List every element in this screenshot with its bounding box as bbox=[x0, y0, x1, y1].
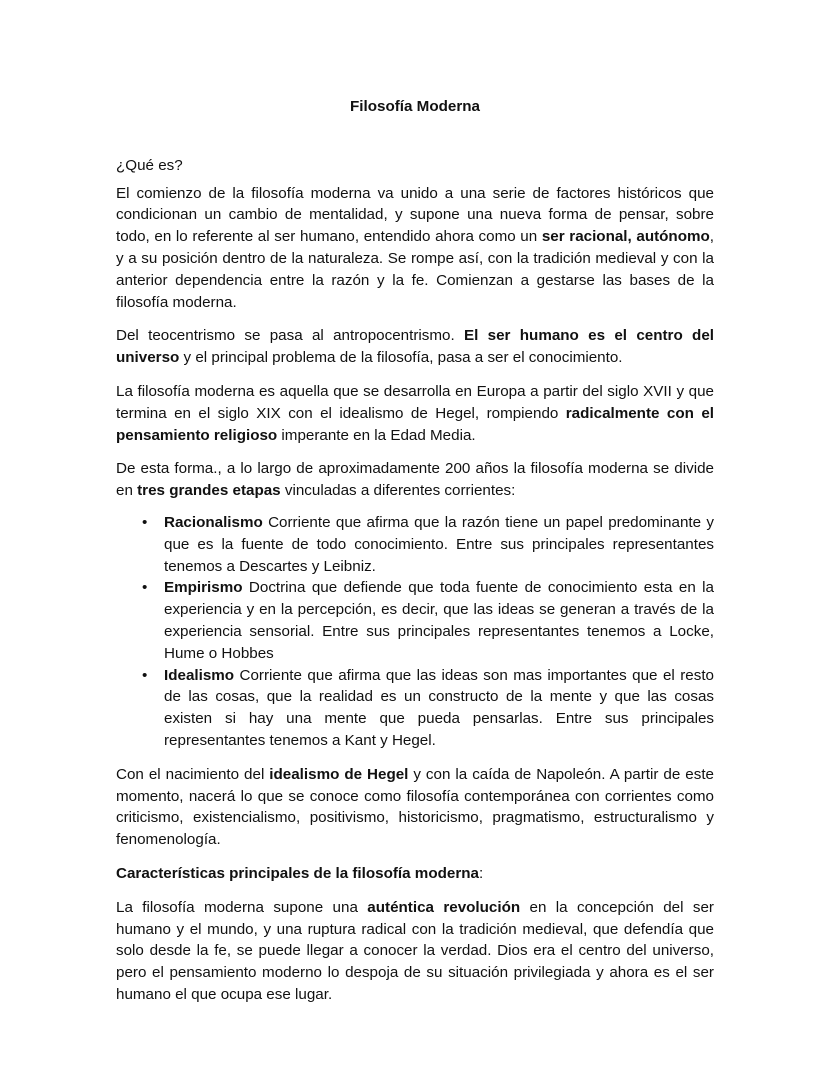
paragraph-antropocentrismo bbox=[116, 325, 714, 369]
list-term: Idealismo bbox=[164, 666, 235, 684]
text-run: La filosofía moderna supone una bbox=[116, 898, 368, 916]
text-run: y el principal problema de la filosofía, pasa a ser el conocimiento. bbox=[179, 349, 623, 367]
list-item-idealismo bbox=[142, 665, 714, 752]
text-run: imperante en la Edad Media. bbox=[277, 426, 476, 444]
paragraph-hegel bbox=[116, 764, 714, 851]
text-run: La filosofía moderna es aquella que se desarrolla en Europa a partir del siglo XVII y que termina en el siglo XIX con el idealismo de Hegel, rompiendo bbox=[116, 382, 714, 422]
list-item-racionalismo bbox=[142, 512, 714, 577]
list-term: Racionalismo bbox=[164, 513, 263, 531]
text-run: : bbox=[478, 864, 484, 882]
paragraph-europa bbox=[116, 381, 714, 446]
list-text: Corriente que afirma que las ideas son mas importantes que el resto de las cosas, que la realidad es un constructo de la mente y que las cosas existen si hay una mente que pueda pensarlas. Entre sus principales representantes tenemos a Kant y Hegel. bbox=[164, 666, 714, 749]
corrientes-list bbox=[116, 512, 714, 752]
paragraph-intro bbox=[116, 183, 714, 314]
text-run: Del teocentrismo se pasa al antropocentrismo. bbox=[116, 327, 464, 345]
bullet-icon: • bbox=[142, 579, 148, 597]
page-title: Filosofía Moderna bbox=[350, 98, 480, 115]
document-page bbox=[116, 96, 714, 1018]
text-run: y con la caída de Napoleón. A partir de este momento, nacerá lo que se conoce como filosofía contemporánea con corrientes como criticismo, existencialismo, positivismo, historicismo, pragmatismo, estructuralismo y fenomenología. bbox=[116, 765, 714, 849]
bold-run: radicalmente con el pensamiento religioso bbox=[116, 404, 714, 444]
list-item-empirismo bbox=[142, 577, 714, 664]
bold-run: Características principales de la filosofía moderna bbox=[116, 864, 479, 882]
text-run: vinculadas a diferentes corrientes: bbox=[280, 482, 516, 500]
list-term: Empirismo bbox=[164, 579, 243, 597]
text-run: en la concepción del ser humano y el mundo, y una ruptura radical con la tradición medieval, que defendía que solo desde la fe, se puede llegar a conocer la verdad. Dios era el centro del universo, pero el pensamiento moderno lo despoja de su situación privilegiada y ahora es el ser humano el que ocupa ese lugar. bbox=[116, 898, 714, 1003]
bullet-icon: • bbox=[142, 513, 148, 531]
bullet-icon: • bbox=[142, 666, 148, 684]
bold-run: ser racional, autónomo bbox=[541, 228, 710, 246]
text-run: , y a su posición dentro de la naturaleza. Se rompe así, con la tradición medieval y con la anterior dependencia entre la razón y la fe. Comienzan a gestarse las bases de la filosofía moderna. bbox=[116, 228, 714, 311]
text-run: El comienzo de la filosofía moderna va unido a una serie de factores históricos que condicionan un cambio de mentalidad, y supone una nueva forma de pensar, sobre todo, en lo referente al ser humano, entendido ahora como un bbox=[116, 184, 714, 246]
section-question: ¿Qué es? bbox=[116, 156, 183, 174]
bold-run: auténtica revolución bbox=[367, 898, 521, 916]
bold-run: tres grandes etapas bbox=[137, 482, 281, 500]
section-heading-caracteristicas bbox=[116, 863, 714, 885]
list-text: Doctrina que defiende que toda fuente de conocimiento esta en la experiencia y en la percepción, es decir, que las ideas se generan a través de la experiencia sensorial. Entre sus principales representantes tenemos a Locke, Hume o Hobbes bbox=[164, 579, 714, 662]
text-run: Con el nacimiento del bbox=[116, 765, 270, 783]
text-run: De esta forma., a lo largo de aproximadamente 200 años la filosofía moderna se divide en bbox=[116, 460, 714, 500]
bold-run: El ser humano es el centro del universo bbox=[116, 327, 715, 367]
list-text: Corriente que afirma que la razón tiene un papel predominante y que es la fuente de todo conocimiento. Entre sus principales representantes tenemos a Descartes y Leibniz. bbox=[164, 513, 714, 575]
bold-run: idealismo de Hegel bbox=[269, 765, 409, 783]
paragraph-revolucion bbox=[116, 897, 714, 1006]
paragraph-etapas bbox=[116, 458, 714, 502]
